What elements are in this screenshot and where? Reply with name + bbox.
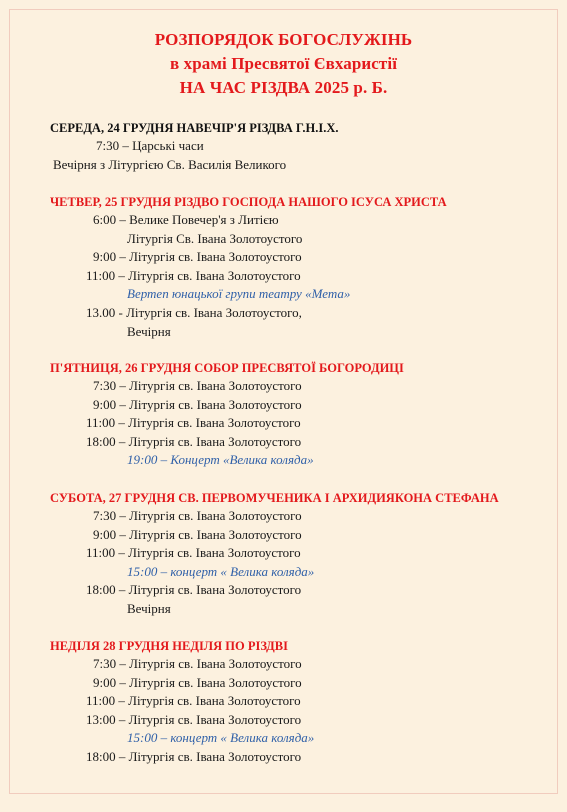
- service-row: 7:30 – Літургія св. Івана Золотоустого: [93, 656, 302, 671]
- service-row: 11:00 – Літургія св. Івана Золотоустого: [86, 545, 301, 561]
- page-title: РОЗПОРЯДОК БОГОСЛУЖІНЬ: [154, 30, 413, 49]
- service-row: Літургія Св. Івана Золотоустого: [127, 230, 303, 246]
- day-section-friday: [50, 359, 549, 470]
- concert-row: 15:00 – концерт « Велика коляда»: [127, 563, 315, 579]
- service-row: 18:00 – Літургія св. Івана Золотоустого: [86, 748, 302, 764]
- service-row: 9:00 – Літургія св. Івана Золотоустого: [93, 249, 302, 265]
- day-title: НЕДІЛЯ 28 ГРУДНЯ НЕДІЛЯ ПО РІЗДВІ: [50, 639, 288, 653]
- day-title: СЕРЕДА, 24 ГРУДНЯ НАВЕЧІР'Я РІЗДВА Г.Н.І.Х.: [50, 121, 339, 135]
- day-title: П'ЯТНИЦЯ, 26 ГРУДНЯ СОБОР ПРЕСВЯТОЇ БОГОРОДИЦІ: [50, 361, 404, 375]
- page-period: НА ЧАС РІЗДВА 2025 р. Б.: [179, 78, 388, 97]
- service-row: Вечірня: [127, 323, 171, 339]
- service-row: 7:30 – Літургія св. Івана Золотоустого: [93, 378, 302, 393]
- day-section-thursday: [50, 193, 549, 341]
- service-row: 11:00 – Літургія св. Івана Золотоустого: [86, 267, 301, 283]
- service-row: 7:30 – Царські часи: [96, 138, 204, 153]
- day-section-sunday: [50, 637, 549, 767]
- day-section-saturday: [50, 489, 549, 619]
- schedule-page: [9, 9, 558, 794]
- day-title: СУБОТА, 27 ГРУДНЯ СВ. ПЕРВОМУЧЕНИКА І АРХИДИЯКОНА СТЕФАНА: [50, 491, 499, 505]
- service-row: 13.00 - Літургія св. Івана Золотоустого,: [86, 304, 302, 320]
- service-row: 13:00 – Літургія св. Івана Золотоустого: [86, 711, 302, 727]
- day-section-wednesday: [50, 119, 549, 174]
- day-title: ЧЕТВЕР, 25 ГРУДНЯ РІЗДВО ГОСПОДА НАШОГО ІСУСА ХРИСТА: [50, 195, 447, 209]
- concert-row: Вертеп юнацької групи театру «Мета»: [127, 286, 351, 302]
- service-row: Вечірня з Літургією Св. Василія Великого: [53, 156, 287, 172]
- page-subtitle: в храмі Пресвятої Євхаристії: [169, 54, 398, 73]
- service-row: 18:00 – Літургія св. Івана Золотоустого: [86, 433, 302, 449]
- service-row: 11:00 – Літургія св. Івана Золотоустого: [86, 415, 301, 431]
- service-row: 11:00 – Літургія св. Івана Золотоустого: [86, 693, 301, 709]
- header: [10, 28, 557, 100]
- service-row: 6:00 – Велике Повечер'я з Литією: [93, 212, 279, 227]
- service-row: 18:00 – Літургія св. Івана Золотоустого: [86, 582, 302, 598]
- concert-row: 19:00 – Концерт «Велика коляда»: [127, 452, 314, 468]
- service-row: 9:00 – Літургія св. Івана Золотоустого: [93, 526, 302, 542]
- service-row: 9:00 – Літургія св. Івана Золотоустого: [93, 396, 302, 412]
- service-row: 9:00 – Літургія св. Івана Золотоустого: [93, 674, 302, 690]
- service-row: Вечірня: [127, 600, 171, 616]
- service-row: 7:30 – Літургія св. Івана Золотоустого: [93, 508, 302, 523]
- concert-row: 15:00 – концерт « Велика коляда»: [127, 730, 315, 746]
